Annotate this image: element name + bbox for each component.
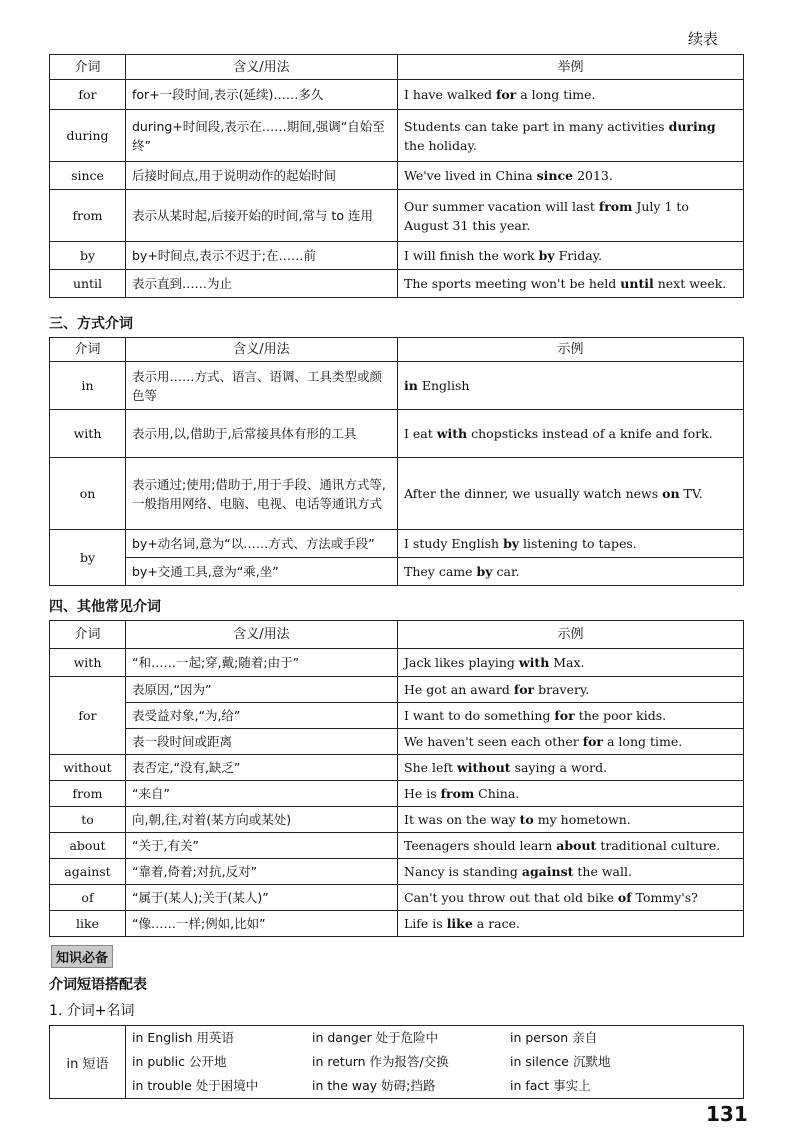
prep-cell: from: [50, 190, 126, 242]
example-keyword: against: [521, 864, 574, 879]
knowledge-badge: 知识必备: [51, 945, 113, 968]
example-cell: [398, 729, 744, 755]
phrase-item: in person 亲自: [510, 1030, 598, 1045]
example-cell: [398, 410, 744, 458]
prep-cell: against: [50, 859, 126, 885]
example-cell: [398, 110, 744, 162]
header-example: 示例: [398, 338, 744, 362]
section-title-other: 四、其他常见介词: [49, 599, 161, 615]
example-keyword: during: [668, 118, 716, 134]
table-row: [50, 781, 744, 807]
header-usage: 含义/用法: [126, 55, 398, 80]
example-keyword: in: [404, 378, 418, 393]
example-cell: [398, 781, 744, 807]
example-keyword: with: [518, 655, 550, 670]
example-pre: It was on the way: [404, 812, 520, 827]
example-post: Tommy's?: [631, 890, 698, 905]
example-pre: After the dinner, we usually watch news: [404, 486, 663, 501]
example-keyword: to: [519, 812, 534, 827]
example-cell: [398, 807, 744, 833]
phrase-item: in English 用英语: [132, 1030, 234, 1045]
table-row: [50, 558, 744, 586]
example-post: China.: [474, 786, 520, 801]
example-pre: He is: [404, 786, 441, 801]
phrase-item: in public 公开地: [132, 1054, 227, 1069]
header-prep: 介词: [50, 338, 126, 362]
usage-cell: 表原因,“因为”: [126, 677, 398, 703]
phrase-table-title: 介词短语搭配表: [49, 977, 147, 993]
example-keyword: on: [662, 486, 680, 501]
example-post: listening to tapes.: [519, 536, 637, 551]
example-cell: [398, 458, 744, 530]
header-prep: 介词: [50, 55, 126, 80]
example-post: car.: [492, 564, 520, 579]
usage-cell: 表否定,“没有,缺乏”: [126, 755, 398, 781]
example-pre: Jack likes playing: [404, 655, 519, 670]
example-post: the poor kids.: [574, 708, 667, 723]
example-cell: [398, 530, 744, 558]
example-post: chopsticks instead of a knife and fork.: [467, 426, 713, 441]
example-cell: [398, 755, 744, 781]
example-keyword: without: [457, 760, 511, 775]
usage-cell: for+一段时间,表示(延续)……多久: [126, 80, 398, 110]
example-keyword: until: [620, 276, 654, 291]
example-pre: I have walked: [404, 87, 496, 102]
usage-cell: 表示通过;使用;借助于,用于手段、通讯方式等,一般指用网络、电脑、电视、电话等通讯方式: [126, 458, 398, 530]
example-cell: [398, 242, 744, 270]
usage-cell: “来自”: [126, 781, 398, 807]
phrase-row: [132, 1074, 737, 1098]
usage-cell: “和……一起;穿,戴;随着;由于”: [126, 649, 398, 677]
example-keyword: with: [436, 426, 468, 441]
table-row: [50, 729, 744, 755]
prep-cell: since: [50, 162, 126, 190]
example-pre: Students can take part in many activities: [404, 118, 669, 134]
prep-cell: on: [50, 458, 126, 530]
example-cell: [398, 649, 744, 677]
example-cell: [398, 911, 744, 937]
prep-cell: like: [50, 911, 126, 937]
example-keyword: of: [617, 890, 632, 905]
example-post: the holiday.: [404, 137, 477, 153]
example-cell: [398, 703, 744, 729]
usage-cell: by+交通工具,意为“乘,坐”: [126, 558, 398, 586]
phrase-item: in trouble 处于困境中: [132, 1078, 259, 1093]
table-row: [50, 703, 744, 729]
example-pre: He got an award: [404, 682, 514, 697]
usage-cell: 向,朝,往,对着(某方向或某处): [126, 807, 398, 833]
phrase-item: in return 作为报答/交换: [312, 1054, 449, 1069]
example-post: saying a word.: [510, 760, 608, 775]
example-pre: She left: [404, 760, 458, 775]
table-header-row: [50, 621, 744, 649]
table-row: [50, 162, 744, 190]
phrase-item: in danger 处于危险中: [312, 1030, 439, 1045]
phrase-row: [132, 1050, 737, 1074]
prep-cell: of: [50, 885, 126, 911]
example-post: Max.: [549, 655, 585, 670]
example-post: 2013.: [573, 168, 613, 183]
other-prepositions-table: [49, 620, 744, 937]
example-pre: Nancy is standing: [404, 864, 522, 879]
example-post: TV.: [679, 486, 703, 501]
example-keyword: for: [582, 734, 604, 749]
phrase-subtitle: 1. 介词+名词: [49, 1003, 135, 1019]
example-keyword: by: [503, 536, 520, 551]
prep-cell: by: [50, 242, 126, 270]
table-row: [50, 242, 744, 270]
page-number: 131: [706, 1102, 748, 1126]
table-row: [50, 755, 744, 781]
table-row: [50, 649, 744, 677]
usage-cell: 表示从某时起,后接开始的时间,常与 to 连用: [126, 190, 398, 242]
example-pre: We haven't seen each other: [404, 734, 583, 749]
usage-cell: 表示用,以,借助于,后常接具体有形的工具: [126, 410, 398, 458]
prep-cell: with: [50, 410, 126, 458]
phrase-item: in silence 沉默地: [510, 1054, 611, 1069]
phrase-list: [126, 1026, 744, 1099]
example-keyword: from: [440, 786, 475, 801]
example-keyword: since: [536, 168, 574, 183]
example-keyword: by: [538, 248, 555, 263]
table-row: [50, 1026, 744, 1099]
example-post: July 1 to August 31 this year.: [404, 198, 689, 233]
prep-cell: about: [50, 833, 126, 859]
example-pre: I will finish the work: [404, 248, 539, 263]
example-cell: [398, 190, 744, 242]
example-cell: [398, 270, 744, 298]
table-row: [50, 530, 744, 558]
table-row: [50, 911, 744, 937]
example-keyword: about: [556, 838, 597, 853]
usage-cell: during+时间段,表示在……期间,强调“自始至终”: [126, 110, 398, 162]
prep-cell: with: [50, 649, 126, 677]
header-usage: 含义/用法: [126, 338, 398, 362]
table-row: [50, 807, 744, 833]
example-pre: Life is: [404, 916, 447, 931]
usage-cell: by+时间点,表示不迟于;在……前: [126, 242, 398, 270]
table-row: [50, 110, 744, 162]
example-keyword: for: [554, 708, 575, 723]
prep-cell: from: [50, 781, 126, 807]
manner-prepositions-table: [49, 337, 744, 586]
phrase-item: in the way 妨碍;挡路: [312, 1078, 436, 1093]
table-header-row: [50, 338, 744, 362]
example-keyword: like: [446, 916, 473, 931]
usage-cell: “靠着,倚着;对抗,反对”: [126, 859, 398, 885]
prep-cell: without: [50, 755, 126, 781]
usage-cell: 表受益对象,“为,给”: [126, 703, 398, 729]
prep-cell: until: [50, 270, 126, 298]
table-header-row: [50, 55, 744, 80]
usage-cell: “属于(某人);关于(某人)”: [126, 885, 398, 911]
example-pre: I want to do something: [404, 708, 555, 723]
section-title-manner: 三、方式介词: [49, 316, 133, 332]
table-row: [50, 885, 744, 911]
usage-cell: 表示直到……为止: [126, 270, 398, 298]
example-keyword: for: [513, 682, 535, 697]
usage-cell: “关于,有关”: [126, 833, 398, 859]
example-post: a long time.: [516, 87, 596, 102]
example-cell: [398, 162, 744, 190]
example-pre: Our summer vacation will last: [404, 198, 599, 214]
example-cell: [398, 677, 744, 703]
example-cell: [398, 859, 744, 885]
prep-cell: in: [50, 362, 126, 410]
continued-label: 续表: [688, 30, 719, 48]
phrase-item: in fact 事实上: [510, 1078, 591, 1093]
header-example: 示例: [398, 621, 744, 649]
phrase-group-label: in 短语: [50, 1026, 126, 1099]
example-post: bravery.: [534, 682, 590, 697]
example-cell: [398, 885, 744, 911]
phrase-row: [132, 1026, 737, 1050]
in-phrases-table: [49, 1025, 744, 1099]
header-prep: 介词: [50, 621, 126, 649]
table-row: [50, 190, 744, 242]
example-keyword: for: [495, 87, 517, 102]
example-post: a race.: [472, 916, 521, 931]
example-post: traditional culture.: [596, 838, 721, 853]
table-row: [50, 859, 744, 885]
example-cell: [398, 833, 744, 859]
prep-cell: during: [50, 110, 126, 162]
header-usage: 含义/用法: [126, 621, 398, 649]
example-keyword: from: [598, 198, 633, 214]
table-row: [50, 270, 744, 298]
example-cell: [398, 80, 744, 110]
prep-cell: to: [50, 807, 126, 833]
time-prepositions-table: [49, 54, 744, 298]
example-post: Friday.: [554, 248, 603, 263]
example-pre: Can't you throw out that old bike: [404, 890, 618, 905]
usage-cell: 表示用……方式、语言、语调、工具类型或颜色等: [126, 362, 398, 410]
example-keyword: by: [476, 564, 493, 579]
table-row: [50, 833, 744, 859]
table-row: [50, 80, 744, 110]
example-pre: I eat: [404, 426, 437, 441]
example-cell: [398, 362, 744, 410]
usage-cell: 后接时间点,用于说明动作的起始时间: [126, 162, 398, 190]
example-pre: They came: [404, 564, 477, 579]
table-row: [50, 362, 744, 410]
prep-cell: for: [50, 80, 126, 110]
usage-cell: “像……一样;例如,比如”: [126, 911, 398, 937]
example-pre: The sports meeting won't be held: [404, 276, 621, 291]
table-row: [50, 677, 744, 703]
example-post: English: [417, 378, 470, 393]
example-post: next week.: [653, 276, 727, 291]
header-example: 举例: [398, 55, 744, 80]
example-pre: We've lived in China: [404, 168, 537, 183]
usage-cell: 表一段时间或距离: [126, 729, 398, 755]
example-cell: [398, 558, 744, 586]
example-pre: I study English: [404, 536, 504, 551]
example-pre: Teenagers should learn: [404, 838, 557, 853]
example-post: my hometown.: [533, 812, 631, 827]
example-post: a long time.: [603, 734, 683, 749]
example-post: the wall.: [573, 864, 632, 879]
table-row: [50, 458, 744, 530]
prep-cell: by: [50, 530, 126, 586]
usage-cell: by+动名词,意为“以……方式、方法或手段”: [126, 530, 398, 558]
prep-cell: for: [50, 677, 126, 755]
table-row: [50, 410, 744, 458]
